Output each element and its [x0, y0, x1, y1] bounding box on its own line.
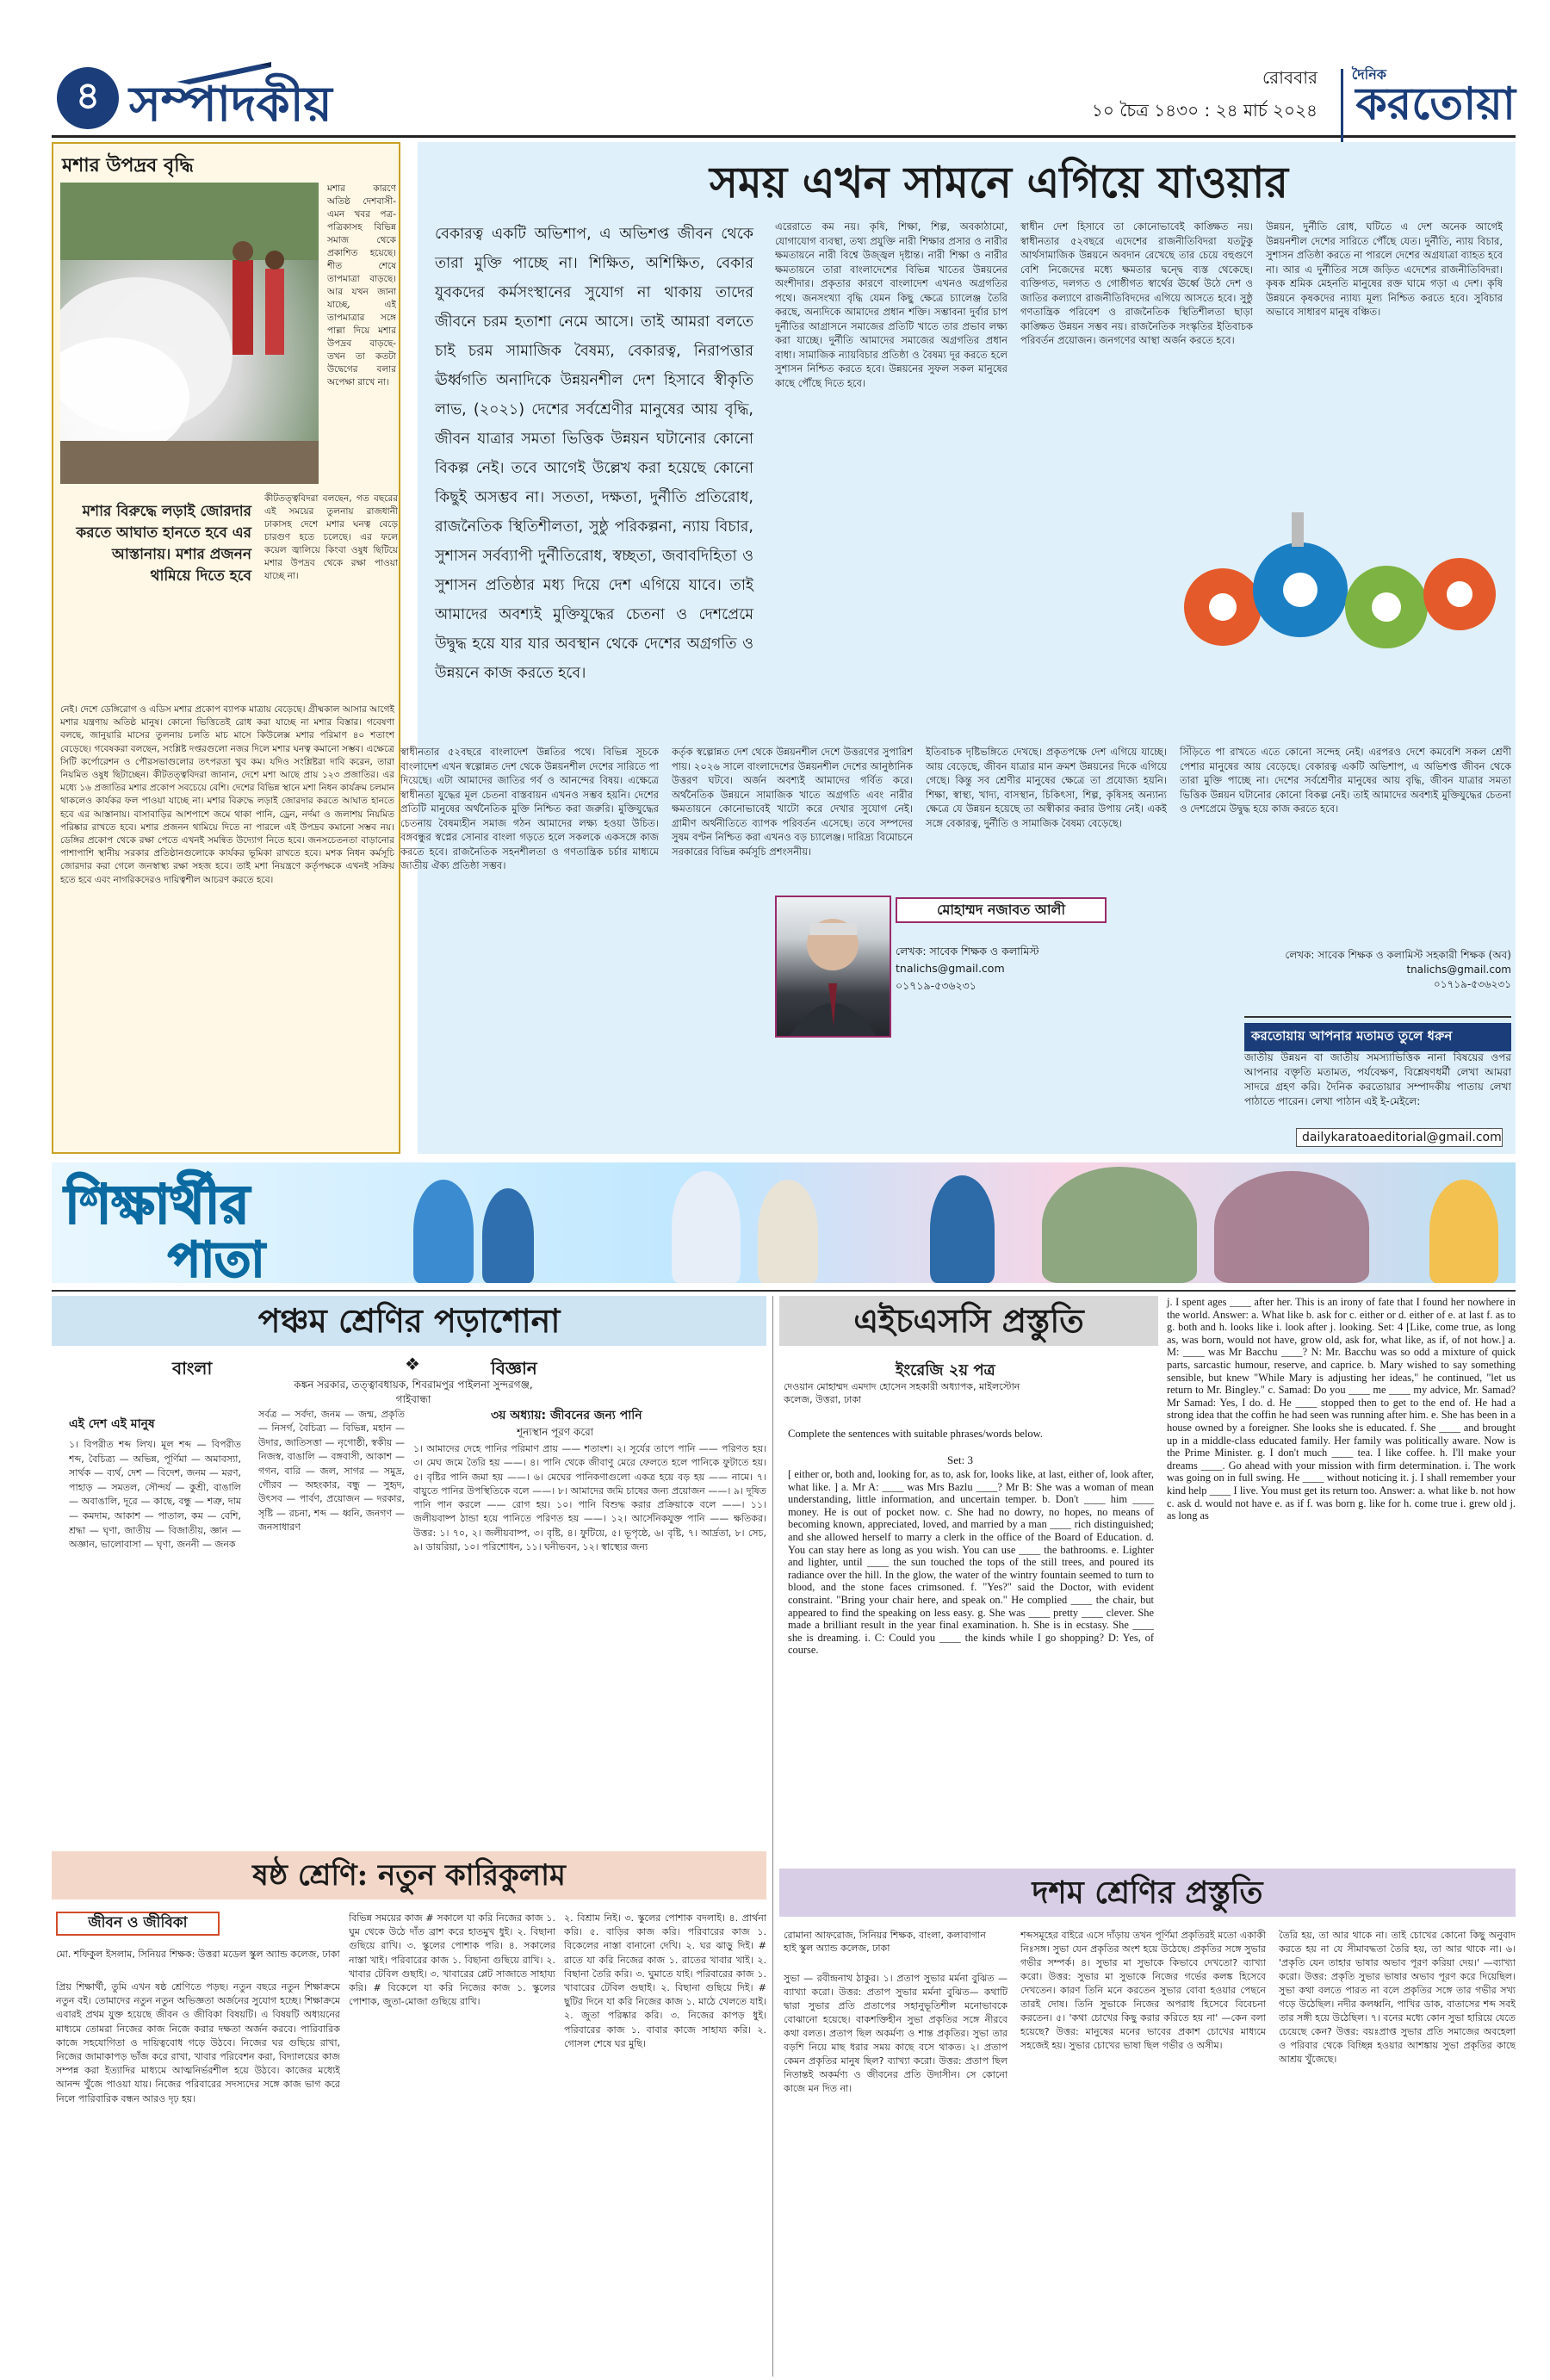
fogging-photo	[60, 183, 319, 484]
teacher-info: কঙ্কন সরকার, তত্ত্বাবধায়ক, শিবরামপুর পাইলনা সুন্দরগঞ্জ, গাইবান্ধা	[294, 1379, 533, 1405]
article-body: নেই। দেশে ডেঙ্গিরোগ ও এডিস মশার প্রকোপ ব্যাপক মাত্রায় বেড়েছে। গ্রীষ্মকাল আসার আগেই মশার যন্ত্রণায় অতিষ্ঠ মানুষ। কোনো ভিত্তিতেই রোধ করা যাচ্ছে না মশার বিস্তার। গবেষণা বলছে, জানুয়ারি মাসের তুলনায় চলতি মাচ মাসে কিউলেক্স মশার পরিমাণ ৪০ শতাংশ বেড়েছে। গবেষকরা বলছেন, সংশ্লিষ্ট দপ্তরগুলো নজর দিলে মশার ঘনত্ব কমানো সম্ভব। এক্ষেত্রে সিটি কর্পোরেশন ও পৌরসভাগুলোর তৎপরতা খুব কম। যদিও সংশ্লিষ্টরা দাবি করেন, তারা নিয়মিত ওষুধ ছিটাচ্ছেন। কীটতত্ত্ববিদরা জানান, দেশে মশা আছে প্রায় ১২৩ প্রজাতির। এর মধ্যে ১৬ প্রজাতির মশার প্রকোপ সবচেয়ে বেশি। দেশের বিভিন্ন স্থানে মশা নিধন কার্যক্রম চলমান থাকলেও কার্যকর ফল পাওয়া যাচ্ছে না। মশার বিরুদ্ধে লড়াই জোরদার করতে আঘাত হানতে হবে এর আস্তানায়। বাসাবাড়ির আশপাশে জমে থাকা পানি, ড্রেন, নর্দমা ও জলাশয় নিয়মিত পরিষ্কার রাখতে হবে। মশার প্রজনন থামিয়ে দিতে না পারলে এই উপদ্রব কমানো সম্ভব নয়। ডেঙ্গির প্রকোপ থেকে রক্ষা পেতে এখনই সমন্বিত উদ্যোগ নিতে হবে। জনসচেতনতা বাড়ানোর পাশাপাশি স্থানীয় সরকার প্রতিষ্ঠানগুলোকে কার্যকর ভূমিকা রাখতে হবে। মশক নিধন কর্মসূচি জোরদার করা গেলে জনস্বাস্থ্য রক্ষা সহজ হবে। তাই মশা নিয়ন্ত্রণে কর্তৃপক্ষকে এখনই সক্রিয় হতে হবে এবং নাগরিকদেরও দায়িত্বশীল আচরণ করতে হবে।	[60, 704, 394, 885]
instructions: Complete the sentences with suitable phrases/words below.	[788, 1428, 1043, 1440]
diamond-icon: ❖	[405, 1354, 420, 1374]
teacher-info: দেওয়ান মোহাম্মদ এমদাদ হোসেন সহকারী অধ্যাপক, মাইলস্টোন কলেজ, উত্তরা, ঢাকা	[784, 1381, 1020, 1405]
antonym-table: ১। বিপরীত শব্দ লিখ। মূল শব্দ — বিপরীত শব্দ, বৈচিত্র্য — অভিন্ন, পূর্ণিমা — অমাবস্যা, সার্থক — ব্যর্থ, দেশ — বিদেশ, জনম — মরণ, পাহাড় — সমতল, সৌন্দর্য — কুশ্রী, বাঙালি — অবাঙালি, দূরে — কাছে, বন্ধু — শত্রু, দাম — কমদাম, আকাশ — পাতাল, কম — বেশি, শ্রদ্ধা — ঘৃণা, জাতীয় — বিজাতীয়, জ্ঞান — অজ্ঞান, ভালোবাসা — ঘৃণা, জননী — জনক	[69, 1439, 241, 1551]
lesson-column: বিভিন্ন সময়ের কাজ # সকালে যা করি নিজের কাজ ১. ঘুম থেকে উঠে দাঁত ব্রাশ করে হাতমুখ ধুই। ২. বিছানা গুছিয়ে রাখি। ৩. স্কুলের পোশাক পরি। ৪. সকালের নাস্তা খাই। পরিবারের কাজ ১. বিছানা গুছিয়ে রাখি। ২. খাবার টেবিল গুছাই। ৩. খাবারের প্লেট সাজাতে সাহায্য করি। # বিকেলে যা করি নিজের কাজ ১. স্কুলের পোশাক, জুতা-মোজা গুছিয়ে রাখি।	[349, 1912, 555, 2008]
author-sign	[1180, 948, 1511, 992]
lesson-subtitle: শূন্যস্থান পূরণ করো	[517, 1426, 594, 1438]
subject-bangla: বাংলা	[172, 1358, 213, 1379]
opinion-email[interactable]: dailykaratoaeditorial@gmail.com	[1296, 1128, 1503, 1147]
lesson-column: শব্দসমূহের বাইরে এসে দাঁড়ায় তখন পূর্ণিমা প্রকৃতিরই মতো একাকী নিঃসঙ্গ। সুভা যেন প্রকৃতির অংশ হয়ে উঠেছে। প্রকৃতির সঙ্গে সুভার গভীর সম্পর্ক। ৪। সুভার মা সুভাকে কিভাবে দেখতো? ব্যাখ্যা করো। উত্তর: সুভার মা সুভাকে নিজের গর্ভের কলঙ্ক হিসেবে দেখতেন। কারণ তিনি মনে করতেন সুভার বোবা হওয়ার পেছনে তারই দোষ। তিনি সুভাকে নিজের অপরাধ হিসেবে বিবেচনা করতেন। ৫। 'কথা চোখের কিছু করার করিতে হয় না' —কেন বলা হয়েছে? উত্তর: মানুষের মনের ভাবের প্রকাশ চোখের মাধ্যমে সহজেই হয়। সুভার চোখের ভাষা ছিল গভীর ও অসীম।	[1020, 1930, 1266, 2051]
pull-quote: মশার বিরুদ্ধে লড়াই জোরদার করতে আঘাত হানতে হবে এর আস্তানায়। মশার প্রজনন থামিয়ে দিতে হবে	[76, 503, 251, 585]
lesson-column: ২. বিশ্রাম নিই। ৩. স্কুলের পোশাক বদলাই। ৪. প্রার্থনা করি। ৫. বাড়ির কাজ করি। পরিবারের কাজ ১. বিকেলের নাস্তা বানানো দেখি। ২. ঘর ঝাড়ু দিই। # রাতে যা করি নিজের কাজ ১. রাতের খাবার খাই। ২. বিছানা তৈরি করি। ৩. ঘুমাতে যাই। পরিবারের কাজ ১. খাবারের টেবিল গুছাই। ২. বিছানা গুছিয়ে দিই। # ছুটির দিনে যা করি নিজের কাজ ১. মাঠে খেলতে যাই। ২. জুতা পরিষ্কার করি। ৩. নিজের কাপড় ধুই। পরিবারের কাজ ১. বাবার কাজে সাহায্য করি। ২. গোসল শেষে ঘর মুছি।	[564, 1912, 766, 2049]
lesson-body: প্রিয় শিক্ষার্থী, তুমি এখন ষষ্ঠ শ্রেণিতে পড়ছ। নতুন বছরে নতুন শিক্ষাক্রমে নতুন বই। তোমাদের নতুন নতুন অভিজ্ঞতা অর্জনের সুযোগ হচ্ছে। শিক্ষাক্রমে এবারই প্রথম যুক্ত হয়েছে জীবন ও জীবিকা বিষয়টি। এ বিষয়টি অধ্যয়নের মাধ্যমে তোমরা নিজের কাজ নিজে করার দক্ষতা অর্জন করবে। পারিবারিক কাজে সহযোগিতা ও দায়িত্ববোধ গড়ে উঠবে। নিজের ঘর গুছিয়ে রাখা, নিজের জামাকাপড় ভাঁজ করে রাখা, খাবার পরিবেশন করা, বিদ্যালয়ের কাজ সম্পন্ন করা ইত্যাদির মাধ্যমে আত্মনির্ভরশীল হয়ে উঠবে। কাজের মধ্যেই আনন্দ খুঁজে পাওয়া যায়। নিজের পরিবারের সদস্যদের সঙ্গে কাজ ভাগ করে নিলে পারিবারিক বন্ধন আরও দৃঢ় হয়।	[56, 1981, 340, 2104]
mosquito-article	[52, 142, 400, 1154]
teacher-info: রোমানা আফরোজ, সিনিয়র শিক্ষক, বাংলা, কলাবাগান হাই স্কুল অ্যান্ড কলেজ, ঢাকা	[784, 1930, 986, 1954]
banner-title: পাতা	[168, 1231, 265, 1283]
article-text-2: কীটতত্ত্ববিদরা বলছেন, গত বছরের এই সময়ের তুলনায় রাজধানী ঢাকাসহ দেশে মশার ঘনত্ব বেড়ে চারগুণ হতে চলেছে। এর ফলে কয়েল জ্বালিয়ে কিংবা ওষুধ ছিটিয়ে মশার উপদ্রব থেকে রক্ষা পাওয়া যাচ্ছে না।	[264, 493, 398, 581]
opinion-callout	[1244, 1016, 1511, 1145]
author-role: লেখক: সাবেক শিক্ষক ও কলামিস্ট সহকারী শিক্ষক (অব)	[1285, 949, 1511, 961]
editorial-column: উন্নয়ন, দুর্নীতি রোধ, ঘটিতে এ দেশ অনেক আগেই উন্নয়নশীল দেশের সারিতে পৌঁছে যেত। দুর্নীতি, ন্যায় বিচার, সুশাসন প্রতিষ্ঠা করতে না পারলে দেশের অগ্রযাত্রা ব্যাহত হবে না। আর এ দুর্নীতির সঙ্গে জড়িত এদেশের রাজনীতিবিদরা। কৃষক শ্রমিক মেহনতি মানুষের রক্ত ঘামে গড়া এ দেশ। কৃষি উন্নয়নে কৃষকদের ন্যায্য মূল্য নিশ্চিত করতে হবে। সুবিচার অভাবে সাধারণ মানুষ বঞ্চিত।	[1266, 220, 1503, 318]
author-name: মোহাম্মদ নজাবত আলী	[896, 897, 1107, 923]
editorial-column: এরেরাতে কম নয়। কৃষি, শিক্ষা, শিল্প, অবকাঠামো, যোগাযোগ ব্যবস্থা, তথ্য প্রযুক্তি নারী শিক্ষার প্রসার ও নারীর ক্ষমতায়নে নারী বিশ্বে উজ্জ্বল দৃষ্টান্ত। নারী শিক্ষা ও নারীর ক্ষমতায়নে তারা বাংলাদেশের বিভিন্ন খাতের উন্নয়নের অংশীদার। প্রকৃতার কারণে বাংলাদেশ এখনও অগ্রগতির পথে। জনসংখ্যা বৃদ্ধি যেমন কিছু ক্ষেত্রে চ্যালেঞ্জ তৈরি করছে, অন্যদিকে আমাদের প্রধান শক্তি। সম্ভাবনা দুর্বার চাপ দুর্নীতির আগ্রাসনে সমাজের প্রতিটি খাতে তার প্রভাব লক্ষ্য করা যাচ্ছে। দুর্নীতি আমাদের সমাজের অগ্রগতির প্রধান বাধা। সামাজিক ন্যায়বিচার প্রতিষ্ঠা ও বৈষম্য দূর করতে হলে সুশাসন নিশ্চিত করতে হবে। উন্নয়নের সুফল সকল মানুষের কাছে পৌঁছে দিতে হবে।	[775, 220, 1008, 389]
hsc-heading: এইচএসসি প্রস্তুতি	[779, 1296, 1158, 1346]
subject-label: জীবন ও জীবিকা	[56, 1912, 220, 1936]
editorial-column: সিঁড়িতে পা রাখতে এতে কোনো সন্দেহ নেই। এরপরও দেশে কমবেশি সকল শ্রেণী পেশার মানুষের আয় বেড়েছে। বেকারত্ব একটি অভিশাপ, এ অভিশপ্ত জীবন থেকে তারা মুক্তি পাচ্ছে না। দেশের সর্বশ্রেণীর মানুষের আয় বৃদ্ধি, জীবন যাত্রার সমতা ভিত্তিক উন্নয়ন ঘটানোর কোনো বিকল্প নেই। তাই আমাদের অবশ্যই মুক্তিযুদ্ধের চেতনা ও দেশপ্রেমে উদ্বুদ্ধ হয়ে কাজ করতে হবে।	[1180, 746, 1511, 815]
article-sidebar-text: মশার কারণে অতিষ্ঠ দেশবাসী-এমন খবর পত্র-পত্রিকাসহ বিভিন্ন সমাজ থেকে প্রকাশিত হয়েছে। শীত শেষে তাপমাত্রা বাড়ছে। আর যখন জানা যাচ্ছে, এই তাপমাত্রার সঙ্গে পাল্লা দিয়ে মশার উপদ্রব বাড়ছে-তখন তা কতটা উদ্বেগের বলার অপেক্ষা রাখে না।	[327, 183, 396, 387]
lesson-column: তৈরি হয়, তা আর থাকে না। তাই চোখের কোনো কিছু অনুবাদ করতে হয় না যে সীমাবদ্ধতা তৈরি হয়, তা আর থাকে না। ৬। 'প্রকৃতি যেন তাহার ভাষার অভাব পূরণ করিয়া দেয়।' —ব্যাখ্যা করো। উত্তর: প্রকৃতি সুভার ভাষার অভাব পূরণ করে দিয়েছিল। সুভা কথা বলতে পারত না বলে প্রকৃতির সঙ্গে তার গভীর সখ্য গড়ে উঠেছিল। নদীর কলধ্বনি, পাখির ডাক, বাতাসের শব্দ সবই তার সঙ্গী হয়ে উঠেছিল। ৭। বনের মধ্যে কোন সুভা হারিয়ে যেতে চেয়েছে কেন? উত্তর: বয়ঃপ্রাপ্ত সুভার প্রতি সমাজের অবহেলা ও পরিবার থেকে বিচ্ছিন্ন হওয়ার আশঙ্কায় সুভা প্রকৃতির কাছে আশ্রয় খুঁজেছে।	[1279, 1930, 1516, 2065]
english-exercises: j. I spent ages ____ after her. This is an irony of fate that I found her nowhere in the world. Answer: a. What like b. ask for c. either or d. either of e. at last f. as to g. both and h. looks like i. look after j. looking. Set: 4 [Like, come true, as long as, was born, would not have, grow old, ask for, what like, as if, of not how.] a. M: ____ was Mr Bacchu ____? N: Mr. Bacchu was so odd a mixture of quick parts, sarcastic humour, reserve, and caprice. b. Mary wished to say something sensible, but knew "While Mary is adjusting her ideas," he continued, "let us return to Mr. Bingley." c. Samad: Do you ____ me ____ my advice, Mr. Samad? Mr Samad: Yes, I do. d. He ____ stopped then to get to the end of. He had a strong idea that the coffin he had seen was running after him. e. She has been in a house owned by a foreigner. She looks she is educated. f. She ____ and brought up in a middle-class educated family. Her family was politically aware. Now is the Prime Minister. g. I don't much ____ tea. I like coffee. h. I'll make your dreams ____. Go ahead with your mission with firm determination. i. The work was going on in full swing. He ____ without noticing it. j. I shall remember your kind help ____ I live. You must get its return too. Answer: a. what like b. not how c. ask d. would not have e. as if f. was born g. like for h. come true i. grew old j. as long as	[1167, 1296, 1516, 1522]
masthead	[52, 60, 1516, 138]
class10-heading: দশম শ্রেণির প্রস্তুতি	[779, 1869, 1516, 1917]
author-role: লেখক: সাবেক শিক্ষক ও কলামিস্ট	[896, 945, 1039, 958]
author-phone: ০১৭১৯-৫৩৬২৩১	[1433, 978, 1511, 990]
column-divider	[772, 1296, 773, 2377]
english-exercises: [ either or, both and, looking for, as to, ask for, looks like, at last, either of, look after, what like. ] a. Mr A: ____ was Mrs Bazlu ____? Mr B: She was a woman of mean understanding, little information, and uncertain temper. b. Don't ____ him ____ money. He is out of pocket now. c. She had no dowry, no hopes, no means of becoming known, appreciated, loved, and married by a man ____ rich distinguished; and she allowed herself to marry a clerk in the office of the Board of Education. d. You can stay here as long as you wish. You can use ____ the bathrooms. e. Lighter and lighter, until ____ the sun touched the tops of the still trees, and poured its radiance over the hill. In the glow, the water of the wintry fountain seemed to turn to blood, and the stone faces crimsoned. f. "Yes?" said the Doctor, with evident constraint. "Bring your chair here, and speak on." He complied ____ the chair, but appeared to find the speaking on less easy. g. She was ____ pretty ____ clever. She made a brilliant result in the year final examination. h. She is in ecstasy. She ____ she is dreaming. i. C: Could you ____ the kinds while I go shopping? D: Yes, of course.	[788, 1468, 1154, 1657]
editorial-title: সময় এখন সামনে এগিয়ে যাওয়ার	[709, 157, 1289, 208]
editorial-article	[400, 142, 1516, 1154]
synonym-table: সর্বত্র — সর্বদা, জনম — জন্ম, প্রকৃতি — নিসর্গ, বৈচিত্র্য — বিভিন্ন, মহান — উদার, জাতিসত্তা — নৃগোষ্ঠী, স্বকীয় — নিজস্ব, বাঙালি — বঙ্গবাসী, আকাশ — গগন, বারি — জল, সাগর — সমুদ্র, গৌরব — অহংকার, বন্ধু — সুহৃদ, উৎসব — পার্বণ, প্রয়োজন — দরকার, সৃষ্টি — রচনা, শব্দ — ধ্বনি, জনগণ — জনসাধারণ	[258, 1409, 405, 1534]
subject-english: ইংরেজি ২য় পত্র	[896, 1361, 995, 1379]
set-label: Set: 3	[947, 1453, 973, 1466]
article-headline: মশার উপদ্রব বৃদ্ধি	[62, 155, 194, 177]
gears-illustration	[956, 512, 1507, 685]
editorial-last-column	[1180, 745, 1511, 1012]
editorial-column: স্বাধীন দেশ হিসাবে তা কোনোভাবেই কাঙ্ক্ষিত নয়। স্বাধীনতার ৫২বছরে এদেশের রাজনীতিবিদরা যতটুকু আর্থসামাজিক উন্নয়নে অবদান রেখেছে তার চেয়ে বহুগুণে বেশি নিজেদের মধ্যে ক্ষমতার দ্বন্দ্বে ব্যস্ত থেকেছে। ব্যক্তিগত, দলগত ও গোষ্ঠীগত স্বার্থের ঊর্ধ্বে উঠে দেশ ও জাতির কল্যাণে রাজনীতিবিদদের এগিয়ে আসতে হবে। সুষ্ঠু গণতান্ত্রিক পরিবেশ ও রাজনৈতিক স্থিতিশীলতা ছাড়া কাঙ্ক্ষিত উন্নয়ন সম্ভব নয়। রাজনৈতিক সংস্কৃতির ইতিবাচক পরিবর্তন প্রয়োজন। জনগণের আস্থা অর্জন করতে হবে।	[1020, 220, 1253, 346]
opinion-text: জাতীয় উন্নয়ন বা জাতীয় সমস্যাভিত্তিক নানা বিষয়ের ওপর আপনার বক্তৃতি মতামত, পর্যবেক্ষণ, বিশ্লেষণধর্মী লেখা আমরা সাদরে গ্রহণ করি। দৈনিক করতোয়ার সম্পাদকীয় পাতায় লেখা পাঠাতে পারেন। লেখা পাঠান এই ই-মেইলে:	[1244, 1051, 1511, 1107]
student-page-banner	[52, 1162, 1516, 1283]
author-phone: ০১৭১৯-৫৩৬২৩১	[896, 979, 976, 992]
editorial-column: স্বাধীনতার ৫২বছরে বাংলাদেশ উন্নতির পথে। বিভিন্ন সূচকে বাংলাদেশ এখন স্বল্পোন্নত দেশ থেকে উন্নয়নশীল দেশের সারিতে পা দিয়েছে। এটা আমাদের জাতির গর্ব ও আনন্দের বিষয়। এক্ষেত্রে স্বাধীনতা যুদ্ধের মূল চেতনা বাস্তবায়ন এখনও সম্ভব হয়নি। দেশের প্রতিটি মানুষের অর্থনৈতিক মুক্তি নিশ্চিত করা জরুরি। মুক্তিযুদ্ধের চেতনায় বৈষম্যহীন সমাজ গঠন আমাদের লক্ষ্য হওয়া উচিত। বঙ্গবন্ধুর স্বপ্নের সোনার বাংলা গড়তে হলে সকলকে একসঙ্গে কাজ করতে হবে। রাজনৈতিক সহনশীলতা ও গণতান্ত্রিক চর্চার মাধ্যমে জাতীয় ঐক্য প্রতিষ্ঠা সম্ভব।	[400, 746, 659, 871]
opinion-heading: করতোয়ায় আপনার মতামত তুলে ধরুন	[1244, 1023, 1511, 1051]
author-email: tnalichs@gmail.com	[1406, 964, 1511, 976]
weekday: রোববার	[1262, 67, 1318, 88]
lesson-title: এই দেশ এই মানুষ	[69, 1417, 155, 1431]
author-email: tnalichs@gmail.com	[896, 962, 1005, 975]
fogging-illustration	[60, 183, 319, 484]
science-questions: ১। আমাদের দেহে পানির পরিমাণ প্রায় —— শতাংশ। ২। সূর্যের তাপে পানি —— পরিণত হয়। ৩। মেঘ জমে তৈরি হয় ——। ৪। পানি থেকে জীবাণু মেরে ফেলতে হলে পানিকে ফুটাতে হয়। ৫। বৃষ্টির পানি জমা হয় ——। ৬। মেঘের পানিকণাগুলো একত্র হয়ে বড় হয় —— নামে। ৭। বায়ুতে পানির উপস্থিতিকে বলে ——। ৮। আমাদের জমি চাষের জন্য প্রয়োজন ——। ৯। দূষিত পানি পান করলে —— রোগ হয়। ১০। পানি বিশুদ্ধ করার প্রক্রিয়াকে বলে ——। ১১। জলীয়বাষ্প ঠান্ডা হয়ে পানিতে পরিণত হয় ——। ১২। আর্সেনিকযুক্ত পানি —— ক্ষতিকর। উত্তর: ১। ৭০, ২। জলীয়বাষ্প, ৩। বৃষ্টি, ৪। ফুটিয়ে, ৫। ভূপৃষ্ঠে, ৬। বৃষ্টি, ৭। আর্দ্রতা, ৮। সেচ, ৯। ডায়রিয়া, ১০। পরিশোধন, ১১। ঘনীভবন, ১২। স্বাস্থ্যের জন্য	[413, 1443, 766, 1553]
section-title: সম্পাদকীয়	[129, 76, 332, 133]
date-line: ১০ চৈত্র ১৪৩০ : ২৪ মার্চ ২০২৪	[1091, 100, 1318, 121]
paper-logo: করতোয়া	[1341, 69, 1516, 144]
editorial-column: কর্তৃক স্বল্পোন্নত দেশ থেকে উন্নয়নশীল দেশে উত্তরণের সুপারিশ পায়। ২০২৬ সালে বাংলাদেশের উন্নয়নশীল দেশের আনুষ্ঠানিক উত্তরণ ঘটবে। অর্জন অবশ্যই আমাদের গর্বিত করে। অর্থনৈতিক উন্নয়নে সামাজিক খাতে অগ্রগতি এবং নারীর ক্ষমতায়নে কোনোভাবেই খাটো করে দেখার সুযোগ নেই। গ্রামীণ অর্থনীতিতে ব্যাপক পরিবর্তন এসেছে। তবে সম্পদের সুষম বণ্টন নিশ্চিত করা এখনও বড় চ্যালেঞ্জ। দারিদ্র্য বিমোচনে সরকারের বিভিন্ন কর্মসূচি প্রশংসনীয়।	[672, 746, 913, 858]
class5-heading: পঞ্চম শ্রেণির পড়াশোনা	[52, 1296, 766, 1346]
paper-prefix: দৈনিক	[1351, 66, 1386, 83]
lesson-column: সুভা — রবীন্দ্রনাথ ঠাকুর। ১। প্রতাপ সুভার মর্মনা বুঝিত —ব্যাখ্যা করো। উত্তর: প্রতাপ সুভার মর্মনা বুঝিত— কথাটি দ্বারা সুভার প্রতি প্রতাপের সহানুভূতিশীল মনোভাবকে বোঝানো হয়েছে। বাকশক্তিহীন সুভা প্রকৃতির সঙ্গে নীরবে কথা বলত। প্রতাপ ছিল অকর্মণ্য ও শান্ত প্রকৃতির। সুভা তার বড়শি নিয়ে মাছ ধরার সময় কাছে বসে থাকত। ২। প্রতাপ কেমন প্রকৃতির মানুষ ছিল? ব্যাখ্যা করো। উত্তর: প্রতাপ ছিল নিতান্তই অকর্মণ্য ও জীবনের প্রতি উদাসীন। সে কোনো কাজে মন দিত না।	[784, 1973, 1008, 2094]
editorial-column: ইতিবাচক দৃষ্টিভঙ্গিতে দেখছে। প্রকৃতপক্ষে দেশ এগিয়ে যাচ্ছে। আয় বেড়েছে, জীবন যাত্রার মান ক্রমশ উন্নয়নের দিকে এগিয়ে গেছে। কিন্তু সব শ্রেণীর মানুষের ক্ষেত্রে তা প্রযোজ্য হয়নি। শিক্ষা, স্বাস্থ্য, খাদ্য, বাসস্থান, চিকিৎসা, শিল্প, কৃষিসহ অন্যান্য ক্ষেত্রে যে উন্নয়ন হয়েছে তা অস্বীকার করার উপায় নেই। একই সঙ্গে বেকারত্ব, দুর্নীতি ও সামাজিক বৈষম্য বেড়েছে।	[926, 746, 1167, 829]
lesson-title: ৩য় অধ্যায়: জীবনের জন্য পানি	[491, 1409, 642, 1422]
page-number: ৪	[57, 67, 119, 129]
class6-heading: ষষ্ঠ শ্রেণি: নতুন কারিকুলাম	[52, 1851, 766, 1900]
editorial-intro: বেকারত্ব একটি অভিশাপ, এ অভিশপ্ত জীবন থেকে তারা মুক্তি পাচ্ছে না। শিক্ষিত, অশিক্ষিত, বেকার যুবকদের কর্মসংস্থানের সুযোগ না থাকায় তাদের জীবনে চরম হতাশা নেমে আসে। তাই আমরা বলতে চাই চরম সামাজিক বৈষম্য, বেকারত্ব, নিরাপত্তার ঊর্ধ্বগতি অনাদিকে উন্নয়নশীল দেশ হিসাবে স্বীকৃতি লাভ, (২০২১) দেশের সর্বশ্রেণীর মানুষের আয় বৃদ্ধি, জীবন যাত্রার সমতা ভিত্তিক উন্নয়ন ঘটানোর কোনো বিকল্প নেই। তবে আগেই উল্লেখ করা হয়েছে কোনো কিছুই অসম্ভব না। সততা, দক্ষতা, দুর্নীতি প্রতিরোধ, রাজনৈতিক স্থিতিশীলতা, সুষ্ঠু পরিকল্পনা, ন্যায় বিচার, সুশাসন সর্বব্যাপী দুর্নীতিরোধ, স্বচ্ছতা, জবাবদিহিতা ও সুশাসন প্রতিষ্ঠার মধ্য দিয়ে দেশ এগিয়ে যাবে। তাই আমাদের অবশ্যই মুক্তিযুদ্ধের চেতনা ও দেশপ্রেমে উদ্বুদ্ধ হয়ে যার যার অবস্থান থেকে দেশের অগ্রগতি ও উন্নয়নে কাজ করতে হবে।	[435, 226, 753, 682]
banner-title: শিক্ষার্থীর	[65, 1173, 250, 1236]
section-divider	[52, 1290, 1516, 1292]
teacher-info: মো. শফিকুল ইসলাম, সিনিয়র শিক্ষক: উত্তরা মডেল স্কুল অ্যান্ড কলেজ, ঢাকা	[56, 1949, 340, 1960]
subject-science: বিজ্ঞান	[491, 1358, 537, 1379]
